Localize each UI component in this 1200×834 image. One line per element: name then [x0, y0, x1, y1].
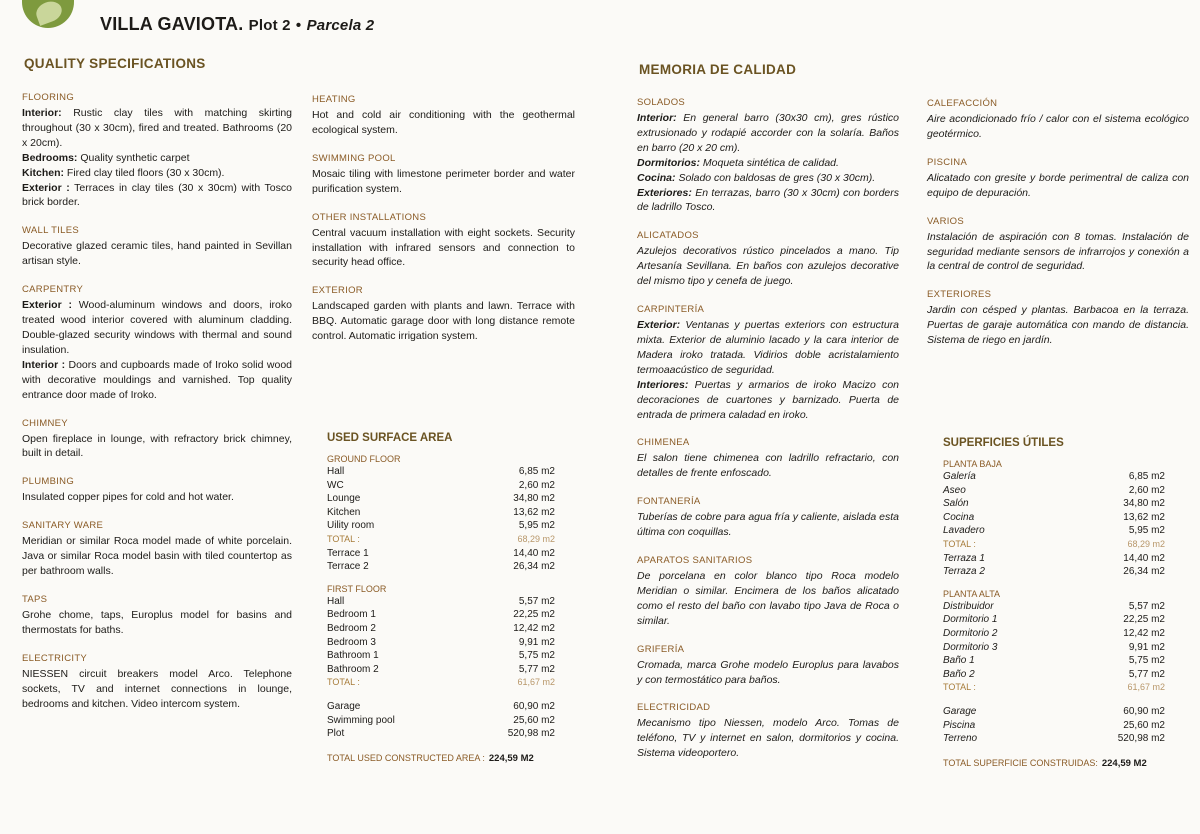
- table-row: Uility room 5,95 m2: [327, 520, 555, 532]
- section-title: CHIMENEA: [637, 437, 690, 449]
- section-text: Decorative glazed ceramic tiles, hand painted in Sevillan artisan style.: [22, 240, 292, 268]
- first-total-row: TOTAL : 61,67 m2: [327, 677, 555, 688]
- section-text: NIESSEN circuit breakers model Arco. Telephone sockets, TV and internet connections in lounge, bedrooms and kitchen. Video intercom system.: [22, 667, 292, 710]
- section-title: GRIFERÍA: [637, 643, 685, 655]
- table-row: Terraza 1 14,40 m2: [943, 552, 1165, 564]
- section-title: CHIMNEY: [22, 417, 68, 429]
- section-text: Alicatado con gresite y borde perimentral de caliza con equipo de depuración.: [927, 171, 1189, 199]
- table-row: Bedroom 2 12,42 m2: [327, 622, 555, 634]
- flooring-section: [22, 92, 292, 210]
- section-title: SANITARY WARE: [22, 520, 104, 532]
- section-text: De porcelana en color blanco tipo Roca modelo Meridian o similar. Encimera de los baños alicatado como el resto del baño con lavabo tipo Java de Roca o similar.: [637, 570, 899, 627]
- section-text: Meridian or similar Roca model made of white porcelain. Java or similar Roca model basin with tiled countertop as per bathroom walls.: [22, 535, 292, 578]
- section-text: Open fireplace in lounge, with refractory brick chimney, built in detail.: [22, 432, 292, 460]
- section-title: PLUMBING: [22, 476, 75, 488]
- section-title: HEATING: [312, 94, 356, 105]
- other-installations-section: [312, 212, 575, 271]
- es-column-1: [637, 97, 899, 776]
- aparatos-sanitarios-section: [637, 555, 899, 629]
- carpinteria-section: [637, 304, 899, 422]
- table-row: Bedroom 1 22,25 m2: [327, 609, 555, 621]
- exterior-section: [312, 285, 575, 344]
- section-text: Tuberías de cobre para agua fría y caliente, aislada esta última con coquillas.: [637, 511, 899, 539]
- document-title: [100, 14, 374, 35]
- section-title: VARIOS: [927, 215, 964, 227]
- section-title: WALL TILES: [22, 225, 80, 237]
- grand-total: TOTAL SUPERFICIE CONSTRUIDAS: 224,59 M2: [943, 757, 1147, 769]
- first-total-row: TOTAL : 61,67 m2: [943, 682, 1165, 693]
- alicatados-section: [637, 230, 899, 289]
- table-row: Garage 60,90 m2: [327, 700, 555, 712]
- section-text: Cromada, marca Grohe modelo Europlus para lavabos y con termostático para baños.: [637, 658, 899, 686]
- heating-section: [312, 94, 575, 138]
- es-column-2: [927, 98, 1189, 363]
- section-text: Jardin con césped y plantas. Barbacoa en la terraza. Puertas de garaje automática con mando de distancia. Sistema de riego en jardín.: [927, 304, 1189, 347]
- section-text: Grohe chome, taps, Europlus model for basins and thermostats for baths.: [22, 608, 292, 636]
- section-text: Mosaic tiling with limestone perimeter border and water purification system.: [312, 167, 575, 195]
- en-column-1: [22, 92, 292, 726]
- leaf-logo-icon: [22, 0, 74, 28]
- title-bullet: •: [295, 17, 302, 34]
- en-column-2: [312, 94, 575, 359]
- table-row: Terrace 1 14,40 m2: [327, 547, 555, 559]
- table-row: Garage 60,90 m2: [943, 705, 1165, 717]
- table-row: Lounge 34,80 m2: [327, 493, 555, 505]
- area-title: SUPERFICIES ÚTILES: [943, 437, 1064, 449]
- section-title: OTHER INSTALLATIONS: [312, 211, 427, 223]
- used-surface-area-table: [327, 432, 555, 764]
- section-text: Interior: En general barro (30x30 cm), gres rústico extrusionado y rodapié accorder con la solaría. Baños en barro (20 x 20 cm). Dormitorios: Moqueta sintética de calidad. Cocina: Solado con baldosas de gres (30 x 30cm). Exteriores: En terrazas, barro (30 x 30cm) con borders de ladrillo Tosco.: [637, 112, 899, 214]
- section-title: SOLADOS: [637, 97, 686, 108]
- section-title: TAPS: [22, 593, 48, 605]
- piscina-section: [927, 157, 1189, 201]
- section-title: SWIMMING POOL: [312, 152, 396, 164]
- section-text: Insulated copper pipes for cold and hot water.: [22, 491, 234, 504]
- table-row: Baño 1 5,75 m2: [943, 655, 1165, 667]
- parcela-label: Parcela 2: [306, 17, 375, 34]
- table-row: Cocina 13,62 m2: [943, 511, 1165, 523]
- planta-alta-heading: PLANTA ALTA: [943, 588, 1001, 599]
- electricity-section: [22, 653, 292, 712]
- section-text: Exterior : Wood-aluminum windows and doors, iroko treated wood interior covered with aluminum cladding. Double-glazed security windows with thermal and sound insulation. Interior : Doors and cupboards made of Iroko solid wood with decorative mouldings and varnished. Top quality entrance door made of Iroko.: [22, 299, 292, 401]
- section-title: ELECTRICIDAD: [637, 702, 711, 714]
- section-text: Instalación de aspiración con 8 tomas. Instalación de seguridad mediante sensors de infrarrojos y conexión a la central de control de seguridad.: [927, 230, 1189, 273]
- table-row: Terreno 520,98 m2: [943, 733, 1165, 745]
- table-row: Galería 6,85 m2: [943, 471, 1165, 482]
- table-row: Baño 2 5,77 m2: [943, 668, 1165, 680]
- ground-floor-heading: GROUND FLOOR: [327, 454, 401, 464]
- memoria-de-calidad-heading: MEMORIA DE CALIDAD: [639, 62, 797, 77]
- section-title: APARATOS SANITARIOS: [637, 555, 753, 567]
- section-title: EXTERIOR: [312, 285, 363, 297]
- electricidad-section: [637, 702, 899, 761]
- table-row: Lavadero 5,95 m2: [943, 525, 1165, 537]
- table-row: Dormitorio 1 22,25 m2: [943, 614, 1165, 626]
- ground-total-row: TOTAL : 68,29 m2: [327, 533, 555, 544]
- section-text: Mecanismo tipo Niessen, modelo Arco. Tomas de teléfono, TV y internet en salon, dormitorios y cocina. Sistema videoportero.: [637, 717, 899, 760]
- ground-total-row: TOTAL : 68,29 m2: [943, 538, 1165, 549]
- section-title: CARPENTRY: [22, 284, 84, 296]
- section-text: Exterior: Ventanas y puertas exteriors con estructura mixta. Exterior de aluminio lacado y la cara interior de Madera iroko tratada. Vidirios doble acristalamiento termoaacústico de seguridad. Interiores: Puertas y armarios de iroko Macizo con decoraciones de cuartones y barnizado. Puerta de entrada de primera caladad en iroko.: [637, 319, 900, 421]
- table-row: Hall 5,57 m2: [327, 595, 555, 607]
- exteriores-section: [927, 289, 1189, 348]
- section-title: EXTERIORES: [927, 289, 992, 301]
- section-title: CALEFACCIÓN: [927, 98, 998, 109]
- table-row: Salón 34,80 m2: [943, 498, 1165, 510]
- quality-specifications-heading: QUALITY SPECIFICATIONS: [24, 56, 206, 71]
- fontaneria-section: [637, 496, 899, 540]
- table-row: Bathroom 1 5,75 m2: [327, 650, 555, 662]
- table-row: Terrace 2 26,34 m2: [327, 561, 555, 573]
- section-text: El salon tiene chimenea con ladrillo refractario, con detalles de frente enfoscado.: [637, 452, 899, 480]
- table-row: Terraza 2 26,34 m2: [943, 566, 1165, 578]
- section-text: Interior: Rustic clay tiles with matching skirting throughout (30 x 30cm), fired and treated. Bathrooms (20 x 20cm). Bedrooms: Quality synthetic carpet Kitchen: Fired clay tiled floors (30 x 30cm). Exterior : Terraces in clay tiles (30 x 30cm) with Tosco brick border.: [22, 107, 292, 209]
- section-text: Landscaped garden with plants and lawn. Terrace with BBQ. Automatic garage door with long distance remote control. Automatic irrigation system.: [312, 300, 575, 343]
- taps-section: [22, 594, 292, 638]
- section-text: Central vacuum installation with eight sockets. Security installation with infrared sensors and connection to security head office.: [312, 226, 575, 269]
- sanitary-ware-section: [22, 520, 292, 579]
- section-title: FLOORING: [22, 92, 75, 103]
- table-row: Dormitorio 2 12,42 m2: [943, 627, 1165, 639]
- table-row: Aseo 2,60 m2: [943, 484, 1165, 496]
- swimming-pool-section: [312, 153, 575, 197]
- griferia-section: [637, 644, 899, 688]
- table-row: Hall 6,85 m2: [327, 466, 555, 477]
- first-floor-heading: FIRST FLOOR: [327, 583, 387, 594]
- table-row: Bedroom 3 9,91 m2: [327, 636, 555, 648]
- table-row: Kitchen 13,62 m2: [327, 506, 555, 518]
- chimney-section: [22, 418, 292, 462]
- section-title: ELECTRICITY: [22, 652, 88, 664]
- section-text: Azulejos decorativos rústico pincelados a mano. Tip Artesanía Sevillana. En baños con azulejos decorative del mismo tipo y cenefa de juego.: [637, 245, 899, 288]
- superficies-utiles-table: [943, 437, 1165, 769]
- table-row: Swimming pool 25,60 m2: [327, 714, 555, 726]
- section-title: ALICATADOS: [637, 230, 699, 242]
- table-row: Bathroom 2 5,77 m2: [327, 663, 555, 675]
- calefaccion-section: [927, 98, 1189, 142]
- section-text: Hot and cold air conditioning with the geothermal ecological system.: [312, 109, 575, 136]
- plumbing-section: [22, 476, 292, 505]
- chimenea-section: [637, 437, 899, 481]
- planta-baja-heading: PLANTA BAJA: [943, 459, 1002, 469]
- area-title: USED SURFACE AREA: [327, 432, 453, 444]
- varios-section: [927, 216, 1189, 275]
- carpentry-section: [22, 284, 292, 402]
- section-title: CARPINTERÍA: [637, 304, 705, 316]
- villa-name: VILLA GAVIOTA.: [100, 14, 244, 34]
- section-title: PISCINA: [927, 156, 968, 168]
- table-row: Dormitorio 3 9,91 m2: [943, 641, 1165, 653]
- plot-label: Plot 2: [248, 17, 291, 34]
- table-row: Distribuidor 5,57 m2: [943, 600, 1165, 612]
- table-row: Plot 520,98 m2: [327, 728, 555, 740]
- table-row: Piscina 25,60 m2: [943, 719, 1165, 731]
- grand-total: TOTAL USED CONSTRUCTED AREA : 224,59 M2: [327, 752, 534, 764]
- solados-section: [637, 97, 899, 215]
- section-title: FONTANERÍA: [637, 496, 701, 508]
- section-text: Aire acondicionado frío / calor con el sistema ecológico geotérmico.: [927, 113, 1189, 140]
- wall-tiles-section: [22, 225, 292, 269]
- table-row: WC 2,60 m2: [327, 479, 555, 491]
